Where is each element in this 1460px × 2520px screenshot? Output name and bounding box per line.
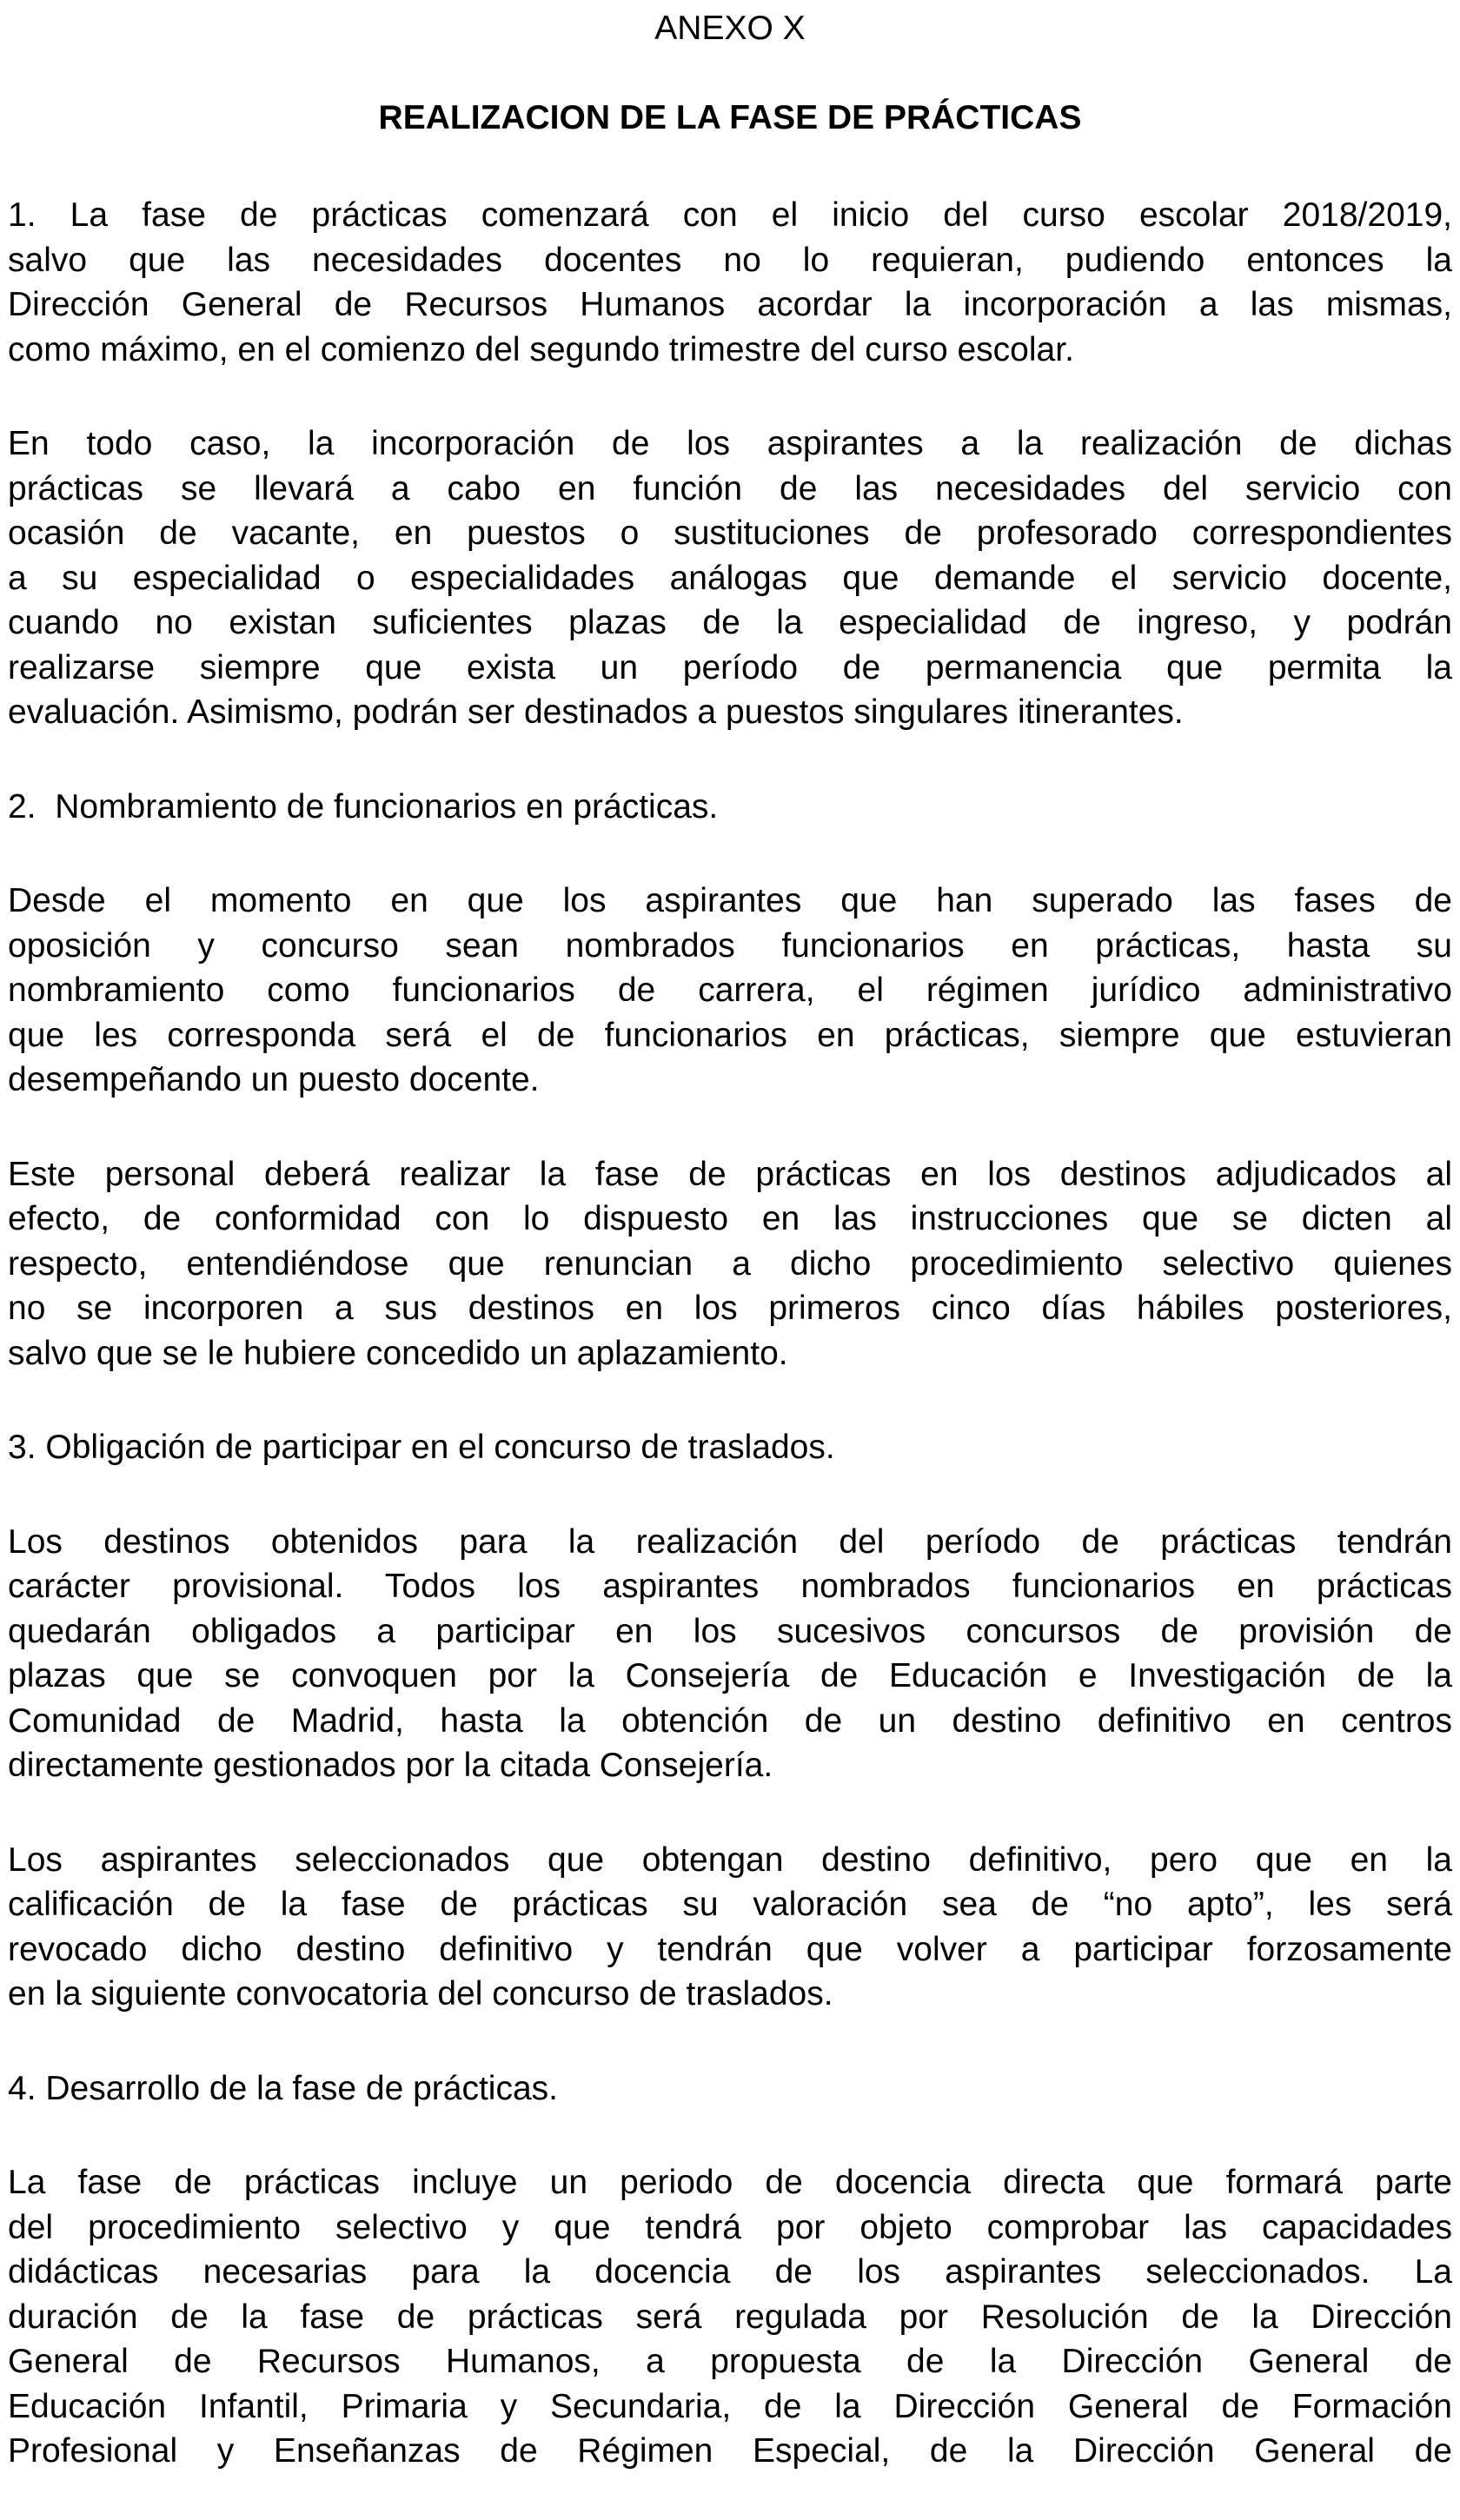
text-line: Educación Infantil, Primaria y Secundaria, de la Dirección General de Formación (8, 2387, 1452, 2425)
paragraph (8, 2160, 1452, 2474)
paragraph (8, 193, 1452, 372)
paragraph (8, 879, 1452, 1103)
text-line: evaluación. Asimismo, podrán ser destinados a puestos singulares itinerantes. (8, 693, 1184, 731)
text-line: salvo que las necesidades docentes no lo requieran, pudiendo entonces la (8, 241, 1452, 279)
text-line: salvo que se le hubiere concedido un aplazamiento. (8, 1334, 788, 1372)
text-line: realizarse siempre que exista un período de permanencia que permita la (8, 648, 1452, 686)
text-line: plazas que se convoquen por la Consejería de Educación e Investigación de la (8, 1657, 1452, 1694)
text-line: Comunidad de Madrid, hasta la obtención de un destino definitivo en centros (8, 1701, 1452, 1740)
text-line: del procedimiento selectivo y que tendrá por objeto comprobar las capacidades (8, 2208, 1452, 2246)
paragraph (8, 1152, 1452, 1376)
text-line: no se incorporen a sus destinos en los primeros cinco días hábiles posteriores, (8, 1290, 1452, 1327)
text-line: Este personal deberá realizar la fase de prácticas en los destinos adjudicados al (8, 1155, 1452, 1193)
annex-title: ANEXO X (654, 10, 806, 47)
text-line: quedarán obligados a participar en los sucesivos concursos de provisión de (8, 1612, 1452, 1650)
text-line: desempeñando un puesto docente. (8, 1061, 540, 1098)
paragraph (8, 1520, 1452, 1788)
paragraph (8, 1838, 1452, 2017)
text-line: General de Recursos Humanos, a propuesta de la Dirección General de (8, 2343, 1452, 2380)
section-heading: 4. Desarrollo de la fase de prácticas. (8, 2069, 558, 2107)
text-line: Los aspirantes seleccionados que obtengan destino definitivo, pero que en la (8, 1840, 1452, 1879)
text-line: Dirección General de Recursos Humanos acordar la incorporación a las mismas, (8, 286, 1452, 323)
text-line: didácticas necesarias para la docencia de los aspirantes seleccionados. La (8, 2253, 1452, 2291)
text-line: que les corresponda será el de funcionarios en prácticas, siempre que estuvieran (8, 1016, 1452, 1054)
document-title: REALIZACION DE LA FASE DE PRÁCTICAS (378, 98, 1082, 136)
text-line: ocasión de vacante, en puestos o sustituciones de profesorado correspondientes (8, 514, 1452, 552)
text-line: En todo caso, la incorporación de los aspirantes a la realización de dichas (8, 425, 1452, 462)
text-line: calificación de la fase de prácticas su valoración sea de “no apto”, les será (8, 1886, 1452, 1923)
text-line: Profesional y Enseñanzas de Régimen Especial, de la Dirección General de (8, 2432, 1452, 2470)
text-line: oposición y concurso sean nombrados funcionarios en prácticas, hasta su (8, 926, 1452, 965)
text-line: La fase de prácticas incluye un periodo de docencia directa que formará parte (8, 2164, 1452, 2201)
text-line: cuando no existan suficientes plazas de la especialidad de ingreso, y podrán (8, 604, 1452, 641)
text-line: en la siguiente convocatoria del concurso de traslados. (8, 1975, 833, 2013)
text-line: revocado dicho destino definitivo y tendrán que volver a participar forzosamente (8, 1930, 1452, 1968)
text-line: Desde el momento en que los aspirantes que han superado las fases de (8, 882, 1452, 919)
text-line: respecto, entendiéndose que renuncian a dicho procedimiento selectivo quienes (8, 1244, 1452, 1283)
text-line: prácticas se llevará a cabo en función de las necesidades del servicio con (8, 469, 1452, 507)
text-line: carácter provisional. Todos los aspirantes nombrados funcionarios en prácticas (8, 1568, 1452, 1605)
text-line: duración de la fase de prácticas será regulada por Resolución de la Dirección (8, 2298, 1452, 2336)
text-line: nombramiento como funcionarios de carrera, el régimen jurídico administrativo (8, 972, 1452, 1009)
section-heading: 3. Obligación de participar en el concurso de traslados. (8, 1429, 835, 1466)
text-line: como máximo, en el comienzo del segundo trimestre del curso escolar. (8, 330, 1074, 368)
text-line: 1. La fase de prácticas comenzará con el inicio del curso escolar 2018/2019, (8, 196, 1452, 234)
section-heading: 2. Nombramiento de funcionarios en prácticas. (8, 787, 719, 826)
document-body (8, 193, 1452, 2474)
text-line: efecto, de conformidad con lo dispuesto en las instrucciones que se dicten al (8, 1200, 1452, 1237)
paragraph (8, 421, 1452, 735)
text-line: a su especialidad o especialidades análogas que demande el servicio docente, (8, 559, 1452, 597)
text-line: Los destinos obtenidos para la realización del período de prácticas tendrán (8, 1522, 1452, 1561)
text-line: directamente gestionados por la citada Consejería. (8, 1747, 773, 1784)
